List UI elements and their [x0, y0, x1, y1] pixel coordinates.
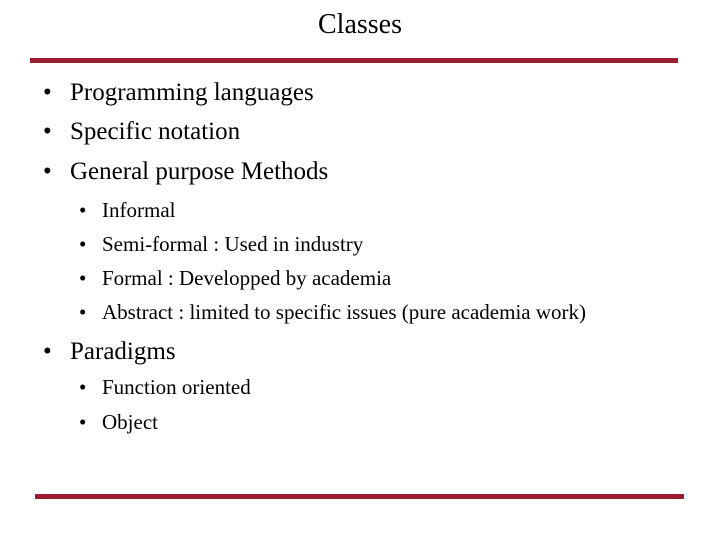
bullet-text: Abstract : limited to specific issues (pure academia work): [102, 300, 587, 324]
bottom-divider: [35, 494, 684, 499]
top-divider: [30, 58, 678, 63]
bullet-text: Specific notation: [70, 118, 241, 145]
bullet-text: Semi-formal : Used in industry: [102, 232, 364, 256]
bullet-item: [43, 118, 240, 146]
sub-bullet-item: [79, 300, 586, 325]
bullet-text: Paradigms: [70, 338, 176, 365]
bullet-item: [43, 79, 314, 107]
bullet-text: Formal : Developped by academia: [102, 266, 392, 290]
sub-bullet-item: [79, 266, 391, 291]
bullet-item: [43, 158, 328, 186]
bullet-icon: •: [79, 300, 87, 324]
sub-bullet-item: [79, 410, 158, 435]
sub-bullet-item: [79, 198, 175, 223]
bullet-icon: •: [43, 118, 52, 145]
bullet-icon: •: [79, 410, 87, 434]
bullet-text: Object: [102, 410, 158, 434]
bullet-text: Function oriented: [102, 375, 251, 399]
bullet-icon: •: [43, 79, 52, 106]
bullet-icon: •: [79, 198, 87, 222]
bullet-text: Programming languages: [70, 79, 314, 106]
bullet-icon: •: [79, 266, 87, 290]
bullet-icon: •: [79, 375, 87, 399]
bullet-icon: •: [43, 338, 52, 365]
bullet-icon: •: [79, 232, 87, 256]
bullet-icon: •: [43, 158, 52, 185]
sub-bullet-item: [79, 232, 363, 257]
bullet-text: General purpose Methods: [70, 158, 329, 185]
bullet-text: Informal: [102, 198, 176, 222]
bullet-item: [43, 338, 176, 366]
sub-bullet-item: [79, 375, 251, 400]
slide-title: Classes: [318, 9, 402, 40]
